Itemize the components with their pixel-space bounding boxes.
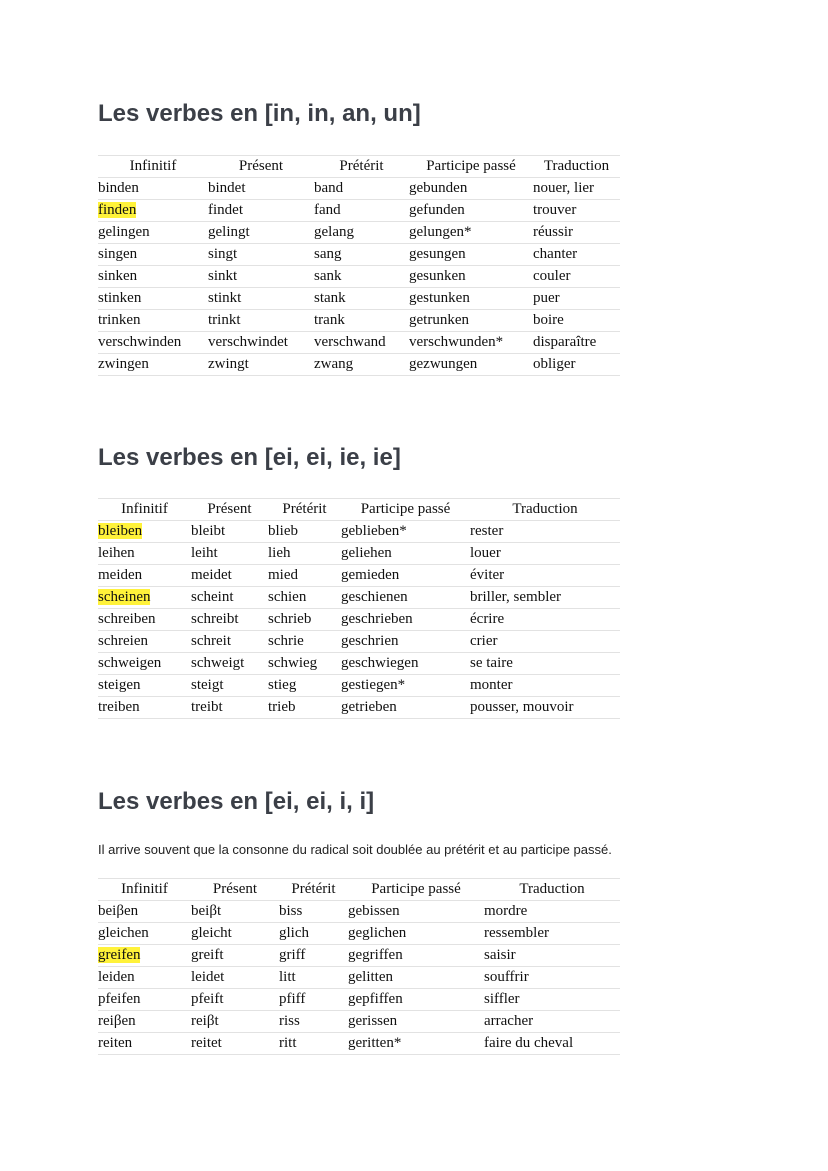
cell-present: singt [208,244,314,266]
table-row [98,222,620,244]
highlighted-verb: greifen [98,947,141,963]
cell-preterit: sang [314,244,409,266]
table-row [98,901,620,923]
cell-infinitif [98,945,191,967]
cell-infinitif: schreiben [98,609,191,631]
cell-traduction: se taire [470,653,620,675]
cell-preterit: schwieg [268,653,341,675]
cell-preterit: trieb [268,697,341,719]
highlighted-verb: finden [98,202,137,218]
table-row [98,266,620,288]
highlighted-verb: scheinen [98,589,151,605]
cell-infinitif: treiben [98,697,191,719]
cell-infinitif [98,521,191,543]
table-row [98,288,620,310]
table-row [98,631,620,653]
section-title: Les verbes en [in, in, an, un] [98,100,421,127]
table-row [98,543,620,565]
table-row [98,653,620,675]
header-participe: Participe passé [348,879,484,901]
cell-participe: gestunken [409,288,533,310]
cell-preterit: zwang [314,354,409,376]
header-participe: Participe passé [341,499,470,521]
cell-preterit: verschwand [314,332,409,354]
cell-traduction: louer [470,543,620,565]
cell-preterit: griff [279,945,348,967]
cell-present: beiβt [191,901,279,923]
table-row [98,697,620,719]
cell-traduction: souffrir [484,967,620,989]
table-row [98,587,620,609]
cell-infinitif: pfeifen [98,989,191,1011]
cell-infinitif: leihen [98,543,191,565]
cell-present: leiht [191,543,268,565]
table-row [98,967,620,989]
cell-infinitif: steigen [98,675,191,697]
cell-infinitif: singen [98,244,208,266]
cell-participe: getrunken [409,310,533,332]
cell-infinitif: schweigen [98,653,191,675]
cell-traduction: pousser, mouvoir [470,697,620,719]
table-row [98,1033,620,1055]
cell-preterit: schrieb [268,609,341,631]
header-traduction: Traduction [470,499,620,521]
cell-traduction: disparaître [533,332,620,354]
cell-traduction: siffler [484,989,620,1011]
cell-preterit: pfiff [279,989,348,1011]
section-title: Les verbes en [ei, ei, ie, ie] [98,444,401,471]
table-row [98,675,620,697]
cell-present: bleibt [191,521,268,543]
cell-participe: geliehen [341,543,470,565]
cell-infinitif [98,587,191,609]
cell-preterit: stank [314,288,409,310]
cell-participe: gefunden [409,200,533,222]
cell-participe: gebissen [348,901,484,923]
table-row [98,200,620,222]
cell-preterit: gelang [314,222,409,244]
cell-infinitif: gelingen [98,222,208,244]
cell-preterit: ritt [279,1033,348,1055]
cell-present: gleicht [191,923,279,945]
cell-participe: geschrieben [341,609,470,631]
highlighted-verb: bleiben [98,523,143,539]
cell-present: steigt [191,675,268,697]
cell-infinitif: verschwinden [98,332,208,354]
cell-traduction: crier [470,631,620,653]
table-row [98,565,620,587]
cell-participe: geschwiegen [341,653,470,675]
table-row [98,945,620,967]
cell-participe: geglichen [348,923,484,945]
header-participe: Participe passé [409,156,533,178]
cell-participe: gestiegen* [341,675,470,697]
section-title: Les verbes en [ei, ei, i, i] [98,788,375,815]
header-infinitif: Infinitif [98,499,191,521]
cell-infinitif: leiden [98,967,191,989]
cell-participe: gelungen* [409,222,533,244]
cell-preterit: fand [314,200,409,222]
cell-preterit: glich [279,923,348,945]
cell-present: bindet [208,178,314,200]
cell-traduction: ressembler [484,923,620,945]
cell-present: findet [208,200,314,222]
cell-traduction: arracher [484,1011,620,1033]
table-row [98,521,620,543]
cell-traduction: couler [533,266,620,288]
cell-present: stinkt [208,288,314,310]
cell-infinitif [98,200,208,222]
cell-participe: verschwunden* [409,332,533,354]
cell-present: schreibt [191,609,268,631]
header-preterit: Prétérit [314,156,409,178]
cell-present: treibt [191,697,268,719]
cell-traduction: réussir [533,222,620,244]
cell-traduction: monter [470,675,620,697]
cell-present: trinkt [208,310,314,332]
cell-preterit: band [314,178,409,200]
cell-present: gelingt [208,222,314,244]
cell-participe: gelitten [348,967,484,989]
cell-traduction: obliger [533,354,620,376]
cell-participe: gerissen [348,1011,484,1033]
cell-infinitif: trinken [98,310,208,332]
cell-traduction: mordre [484,901,620,923]
header-infinitif: Infinitif [98,156,208,178]
header-present: Présent [208,156,314,178]
cell-preterit: stieg [268,675,341,697]
header-infinitif: Infinitif [98,879,191,901]
cell-preterit: lieh [268,543,341,565]
cell-present: zwingt [208,354,314,376]
cell-present: reiβt [191,1011,279,1033]
cell-traduction: rester [470,521,620,543]
cell-present: schreit [191,631,268,653]
section-in-an-un [98,100,610,372]
cell-present: leidet [191,967,279,989]
cell-present: sinkt [208,266,314,288]
cell-infinitif: reiten [98,1033,191,1055]
section-ei-ie [98,444,578,715]
cell-traduction: puer [533,288,620,310]
header-present: Présent [191,499,268,521]
cell-traduction: faire du cheval [484,1033,620,1055]
cell-participe: geschienen [341,587,470,609]
table-row [98,1011,620,1033]
cell-infinitif: meiden [98,565,191,587]
cell-infinitif: gleichen [98,923,191,945]
cell-preterit: riss [279,1011,348,1033]
cell-present: greift [191,945,279,967]
table-header-row [98,156,620,178]
cell-participe: gemieden [341,565,470,587]
cell-participe: getrieben [341,697,470,719]
cell-infinitif: beiβen [98,901,191,923]
cell-traduction: briller, sembler [470,587,620,609]
table-row [98,923,620,945]
cell-infinitif: schreien [98,631,191,653]
section-note: Il arrive souvent que la consonne du radical soit doublée au prétérit et au participe passé. [98,842,612,857]
cell-infinitif: stinken [98,288,208,310]
cell-participe: geblieben* [341,521,470,543]
cell-participe: gesungen [409,244,533,266]
cell-infinitif: zwingen [98,354,208,376]
header-preterit: Prétérit [279,879,348,901]
cell-preterit: schrie [268,631,341,653]
cell-preterit: litt [279,967,348,989]
table-row [98,354,620,376]
verb-table [98,498,620,719]
cell-participe: geschrien [341,631,470,653]
cell-present: verschwindet [208,332,314,354]
cell-participe: gegriffen [348,945,484,967]
header-preterit: Prétérit [268,499,341,521]
table-row [98,609,620,631]
cell-participe: gebunden [409,178,533,200]
cell-preterit: biss [279,901,348,923]
table-row [98,244,620,266]
cell-traduction: nouer, lier [533,178,620,200]
cell-preterit: schien [268,587,341,609]
cell-traduction: chanter [533,244,620,266]
cell-preterit: mied [268,565,341,587]
header-traduction: Traduction [484,879,620,901]
cell-participe: gezwungen [409,354,533,376]
cell-traduction: boire [533,310,620,332]
cell-present: pfeift [191,989,279,1011]
cell-traduction: éviter [470,565,620,587]
cell-present: meidet [191,565,268,587]
cell-participe: gesunken [409,266,533,288]
cell-infinitif: binden [98,178,208,200]
verb-table [98,155,620,376]
cell-traduction: écrire [470,609,620,631]
cell-present: scheint [191,587,268,609]
cell-preterit: blieb [268,521,341,543]
cell-present: reitet [191,1033,279,1055]
table-header-row [98,499,620,521]
cell-infinitif: sinken [98,266,208,288]
header-traduction: Traduction [533,156,620,178]
cell-infinitif: reiβen [98,1011,191,1033]
cell-preterit: trank [314,310,409,332]
verb-table [98,878,620,1055]
cell-participe: gepfiffen [348,989,484,1011]
cell-traduction: trouver [533,200,620,222]
section-ei-i [98,788,612,1051]
cell-present: schweigt [191,653,268,675]
cell-traduction: saisir [484,945,620,967]
table-row [98,310,620,332]
cell-participe: geritten* [348,1033,484,1055]
table-row [98,332,620,354]
table-row [98,989,620,1011]
table-header-row [98,879,620,901]
table-row [98,178,620,200]
header-present: Présent [191,879,279,901]
cell-preterit: sank [314,266,409,288]
